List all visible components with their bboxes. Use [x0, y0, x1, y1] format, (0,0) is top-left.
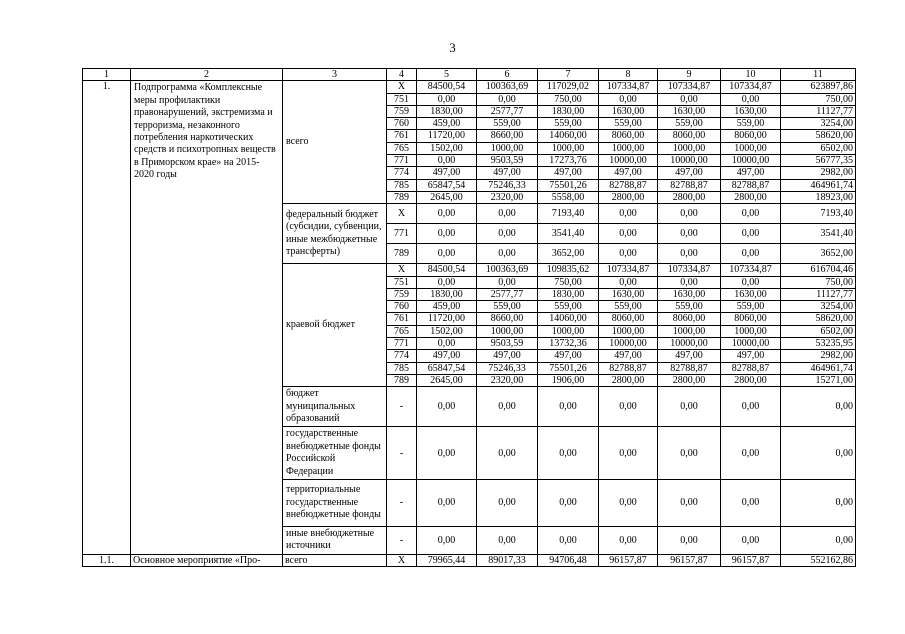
value-cell: 552162,86: [781, 554, 856, 566]
code-cell: 789: [387, 374, 417, 386]
value-cell: 11720,00: [417, 130, 477, 142]
value-cell: 2577,77: [477, 105, 538, 117]
code-cell: 751: [387, 93, 417, 105]
budget-table: [82, 68, 856, 567]
table-row: [83, 81, 856, 93]
value-cell: 0,00: [417, 93, 477, 105]
value-cell: 13732,36: [538, 338, 599, 350]
value-cell: 10000,00: [721, 155, 781, 167]
value-cell: 79965,44: [417, 554, 477, 566]
value-cell: 0,00: [417, 427, 477, 480]
value-cell: 0,00: [417, 338, 477, 350]
value-cell: 0,00: [599, 480, 658, 527]
value-cell: 1000,00: [477, 142, 538, 154]
value-cell: 2982,00: [781, 167, 856, 179]
code-cell: 761: [387, 130, 417, 142]
value-cell: 2645,00: [417, 374, 477, 386]
value-cell: 107334,87: [599, 264, 658, 276]
value-cell: 464961,74: [781, 362, 856, 374]
value-cell: 8060,00: [658, 313, 721, 325]
value-cell: 497,00: [721, 350, 781, 362]
code-cell: 771: [387, 338, 417, 350]
column-number-row: [83, 69, 856, 81]
value-cell: 0,00: [658, 480, 721, 527]
source-label: иные внебюджетные источники: [283, 527, 387, 555]
value-cell: 2645,00: [417, 191, 477, 203]
value-cell: 5558,00: [538, 191, 599, 203]
value-cell: 8060,00: [658, 130, 721, 142]
source-label: бюджет муниципальных образований: [283, 387, 387, 427]
value-cell: 0,00: [721, 276, 781, 288]
value-cell: 1000,00: [477, 325, 538, 337]
value-cell: 82788,87: [658, 362, 721, 374]
value-cell: 559,00: [599, 301, 658, 313]
row-number: 1.: [83, 81, 131, 555]
value-cell: 10000,00: [658, 338, 721, 350]
value-cell: 0,00: [417, 155, 477, 167]
value-cell: 497,00: [658, 167, 721, 179]
code-cell: 785: [387, 362, 417, 374]
value-cell: 1000,00: [721, 325, 781, 337]
value-cell: 2800,00: [658, 374, 721, 386]
value-cell: 0,00: [417, 480, 477, 527]
value-cell: 2800,00: [658, 191, 721, 203]
value-cell: 1502,00: [417, 325, 477, 337]
value-cell: 0,00: [538, 427, 599, 480]
value-cell: 3652,00: [538, 244, 599, 264]
value-cell: 84500,54: [417, 264, 477, 276]
value-cell: 0,00: [781, 427, 856, 480]
value-cell: 3541,40: [538, 224, 599, 244]
value-cell: 497,00: [721, 167, 781, 179]
value-cell: 107334,87: [599, 81, 658, 93]
code-cell: X: [387, 554, 417, 566]
column-number: 9: [658, 69, 721, 81]
value-cell: 0,00: [599, 224, 658, 244]
code-cell: -: [387, 387, 417, 427]
activity-name: Основное мероприятие «Про-: [131, 554, 283, 566]
value-cell: 1000,00: [599, 142, 658, 154]
value-cell: 616704,46: [781, 264, 856, 276]
value-cell: 1630,00: [658, 288, 721, 300]
value-cell: 75246,33: [477, 179, 538, 191]
value-cell: 1000,00: [538, 142, 599, 154]
table-body: [83, 69, 856, 567]
value-cell: 497,00: [477, 167, 538, 179]
value-cell: 1630,00: [599, 288, 658, 300]
value-cell: 0,00: [658, 224, 721, 244]
value-cell: 8060,00: [721, 313, 781, 325]
value-cell: 6502,00: [781, 325, 856, 337]
value-cell: 11127,77: [781, 105, 856, 117]
value-cell: 1830,00: [538, 105, 599, 117]
value-cell: 0,00: [599, 527, 658, 555]
value-cell: 56777,35: [781, 155, 856, 167]
value-cell: 10000,00: [599, 338, 658, 350]
value-cell: 750,00: [781, 276, 856, 288]
value-cell: 107334,87: [658, 81, 721, 93]
value-cell: 0,00: [417, 204, 477, 224]
value-cell: 10000,00: [721, 338, 781, 350]
value-cell: 0,00: [721, 387, 781, 427]
value-cell: 459,00: [417, 301, 477, 313]
value-cell: 1000,00: [658, 142, 721, 154]
value-cell: 497,00: [658, 350, 721, 362]
value-cell: 750,00: [781, 93, 856, 105]
value-cell: 2982,00: [781, 350, 856, 362]
value-cell: 107334,87: [721, 81, 781, 93]
code-cell: 759: [387, 288, 417, 300]
value-cell: 65847,54: [417, 179, 477, 191]
value-cell: 0,00: [658, 276, 721, 288]
value-cell: 464961,74: [781, 179, 856, 191]
value-cell: 109835,62: [538, 264, 599, 276]
value-cell: 6502,00: [781, 142, 856, 154]
value-cell: 750,00: [538, 276, 599, 288]
value-cell: 0,00: [477, 276, 538, 288]
code-cell: -: [387, 527, 417, 555]
value-cell: 0,00: [538, 480, 599, 527]
value-cell: 58620,00: [781, 313, 856, 325]
value-cell: 7193,40: [781, 204, 856, 224]
value-cell: 559,00: [477, 301, 538, 313]
column-number: 3: [283, 69, 387, 81]
code-cell: 751: [387, 276, 417, 288]
column-number: 5: [417, 69, 477, 81]
value-cell: 8660,00: [477, 130, 538, 142]
value-cell: 0,00: [599, 276, 658, 288]
column-number: 2: [131, 69, 283, 81]
code-cell: 789: [387, 191, 417, 203]
value-cell: 75501,26: [538, 179, 599, 191]
value-cell: 0,00: [477, 93, 538, 105]
value-cell: 497,00: [599, 350, 658, 362]
value-cell: 559,00: [658, 118, 721, 130]
code-cell: 760: [387, 118, 417, 130]
value-cell: 0,00: [721, 480, 781, 527]
value-cell: 0,00: [538, 387, 599, 427]
value-cell: 2800,00: [599, 191, 658, 203]
column-number: 4: [387, 69, 417, 81]
column-number: 6: [477, 69, 538, 81]
value-cell: 18923,00: [781, 191, 856, 203]
value-cell: 14060,00: [538, 313, 599, 325]
value-cell: 0,00: [477, 224, 538, 244]
value-cell: 100363,69: [477, 264, 538, 276]
value-cell: 459,00: [417, 118, 477, 130]
value-cell: 3652,00: [781, 244, 856, 264]
value-cell: 17273,76: [538, 155, 599, 167]
value-cell: 559,00: [599, 118, 658, 130]
value-cell: 0,00: [417, 527, 477, 555]
value-cell: 1830,00: [417, 105, 477, 117]
value-cell: 8060,00: [721, 130, 781, 142]
value-cell: 559,00: [538, 118, 599, 130]
value-cell: 82788,87: [599, 362, 658, 374]
value-cell: 2320,00: [477, 374, 538, 386]
value-cell: 497,00: [417, 350, 477, 362]
value-cell: 10000,00: [599, 155, 658, 167]
value-cell: 9503,59: [477, 155, 538, 167]
column-number: 7: [538, 69, 599, 81]
program-name: Подпрограмма «Комплексные меры профилактики правонарушений, экстремизма и терроризма, незаконного потребления наркотических средств и психотропных веществ в Приморском крае» на 2015-2020 годы: [131, 81, 283, 555]
value-cell: 3541,40: [781, 224, 856, 244]
value-cell: 0,00: [477, 480, 538, 527]
value-cell: 0,00: [477, 427, 538, 480]
value-cell: 1000,00: [538, 325, 599, 337]
value-cell: 0,00: [477, 204, 538, 224]
value-cell: 0,00: [781, 480, 856, 527]
value-cell: 0,00: [658, 527, 721, 555]
value-cell: 1630,00: [721, 105, 781, 117]
value-cell: 0,00: [721, 93, 781, 105]
value-cell: 65847,54: [417, 362, 477, 374]
value-cell: 559,00: [477, 118, 538, 130]
table-row: [83, 554, 856, 566]
value-cell: 3254,00: [781, 301, 856, 313]
value-cell: 9503,59: [477, 338, 538, 350]
value-cell: 1000,00: [658, 325, 721, 337]
value-cell: 497,00: [477, 350, 538, 362]
value-cell: 2800,00: [599, 374, 658, 386]
value-cell: 497,00: [417, 167, 477, 179]
value-cell: 96157,87: [599, 554, 658, 566]
value-cell: 11127,77: [781, 288, 856, 300]
value-cell: 559,00: [538, 301, 599, 313]
value-cell: 0,00: [417, 387, 477, 427]
code-cell: X: [387, 204, 417, 224]
value-cell: 1630,00: [721, 288, 781, 300]
source-label: федеральный бюджет (субсидии, субвенции, иные межбюджетные трансферты): [283, 204, 387, 264]
value-cell: 1630,00: [599, 105, 658, 117]
column-number: 8: [599, 69, 658, 81]
value-cell: 0,00: [781, 527, 856, 555]
value-cell: 2320,00: [477, 191, 538, 203]
value-cell: 0,00: [721, 224, 781, 244]
value-cell: 0,00: [599, 204, 658, 224]
value-cell: 10000,00: [658, 155, 721, 167]
value-cell: 8060,00: [599, 313, 658, 325]
value-cell: 1906,00: [538, 374, 599, 386]
code-cell: 760: [387, 301, 417, 313]
value-cell: 497,00: [599, 167, 658, 179]
value-cell: 8660,00: [477, 313, 538, 325]
page-number: 3: [449, 40, 456, 55]
value-cell: 2800,00: [721, 374, 781, 386]
value-cell: 0,00: [658, 427, 721, 480]
value-cell: 623897,86: [781, 81, 856, 93]
value-cell: 0,00: [658, 387, 721, 427]
value-cell: 2800,00: [721, 191, 781, 203]
value-cell: 82788,87: [721, 179, 781, 191]
code-cell: 774: [387, 167, 417, 179]
code-cell: -: [387, 427, 417, 480]
value-cell: 0,00: [721, 244, 781, 264]
value-cell: 1830,00: [538, 288, 599, 300]
value-cell: 94706,48: [538, 554, 599, 566]
code-cell: 785: [387, 179, 417, 191]
code-cell: 774: [387, 350, 417, 362]
value-cell: 84500,54: [417, 81, 477, 93]
value-cell: 0,00: [599, 427, 658, 480]
value-cell: 7193,40: [538, 204, 599, 224]
value-cell: 107334,87: [658, 264, 721, 276]
value-cell: 0,00: [417, 224, 477, 244]
value-cell: 497,00: [538, 350, 599, 362]
value-cell: 15271,00: [781, 374, 856, 386]
value-cell: 75501,26: [538, 362, 599, 374]
value-cell: 0,00: [417, 244, 477, 264]
source-label: всего: [283, 81, 387, 204]
value-cell: 0,00: [477, 387, 538, 427]
value-cell: 53235,95: [781, 338, 856, 350]
value-cell: 2577,77: [477, 288, 538, 300]
value-cell: 8060,00: [599, 130, 658, 142]
value-cell: 82788,87: [599, 179, 658, 191]
code-cell: X: [387, 81, 417, 93]
value-cell: 0,00: [721, 527, 781, 555]
value-cell: 3254,00: [781, 118, 856, 130]
source-label: государственные внебюджетные фонды Российской Федерации: [283, 427, 387, 480]
value-cell: 0,00: [538, 527, 599, 555]
value-cell: 0,00: [658, 244, 721, 264]
value-cell: 96157,87: [658, 554, 721, 566]
code-cell: 761: [387, 313, 417, 325]
source-label: территориальные государственные внебюджетные фонды: [283, 480, 387, 527]
value-cell: 0,00: [721, 427, 781, 480]
value-cell: 0,00: [658, 204, 721, 224]
value-cell: 0,00: [599, 387, 658, 427]
value-cell: 1630,00: [658, 105, 721, 117]
code-cell: 771: [387, 155, 417, 167]
column-number: 11: [781, 69, 856, 81]
value-cell: 117029,02: [538, 81, 599, 93]
value-cell: 107334,87: [721, 264, 781, 276]
value-cell: 75246,33: [477, 362, 538, 374]
code-cell: X: [387, 264, 417, 276]
value-cell: 0,00: [599, 93, 658, 105]
value-cell: 1830,00: [417, 288, 477, 300]
value-cell: 11720,00: [417, 313, 477, 325]
column-number: 1: [83, 69, 131, 81]
value-cell: 58620,00: [781, 130, 856, 142]
value-cell: 96157,87: [721, 554, 781, 566]
value-cell: 14060,00: [538, 130, 599, 142]
code-cell: 765: [387, 142, 417, 154]
value-cell: 89017,33: [477, 554, 538, 566]
value-cell: 100363,69: [477, 81, 538, 93]
value-cell: 0,00: [599, 244, 658, 264]
value-cell: 82788,87: [658, 179, 721, 191]
value-cell: 1502,00: [417, 142, 477, 154]
value-cell: 0,00: [477, 527, 538, 555]
value-cell: 559,00: [721, 301, 781, 313]
code-cell: -: [387, 480, 417, 527]
value-cell: 0,00: [781, 387, 856, 427]
source-label: краевой бюджет: [283, 264, 387, 387]
value-cell: 497,00: [538, 167, 599, 179]
value-cell: 82788,87: [721, 362, 781, 374]
value-cell: 559,00: [658, 301, 721, 313]
row-number: 1.1.: [83, 554, 131, 566]
code-cell: 765: [387, 325, 417, 337]
value-cell: 0,00: [417, 276, 477, 288]
column-number: 10: [721, 69, 781, 81]
code-cell: 759: [387, 105, 417, 117]
value-cell: 750,00: [538, 93, 599, 105]
value-cell: 559,00: [721, 118, 781, 130]
code-cell: 771: [387, 224, 417, 244]
code-cell: 789: [387, 244, 417, 264]
value-cell: 1000,00: [599, 325, 658, 337]
value-cell: 0,00: [477, 244, 538, 264]
value-cell: 0,00: [658, 93, 721, 105]
source-label: всего: [283, 554, 387, 566]
value-cell: 0,00: [721, 204, 781, 224]
value-cell: 1000,00: [721, 142, 781, 154]
